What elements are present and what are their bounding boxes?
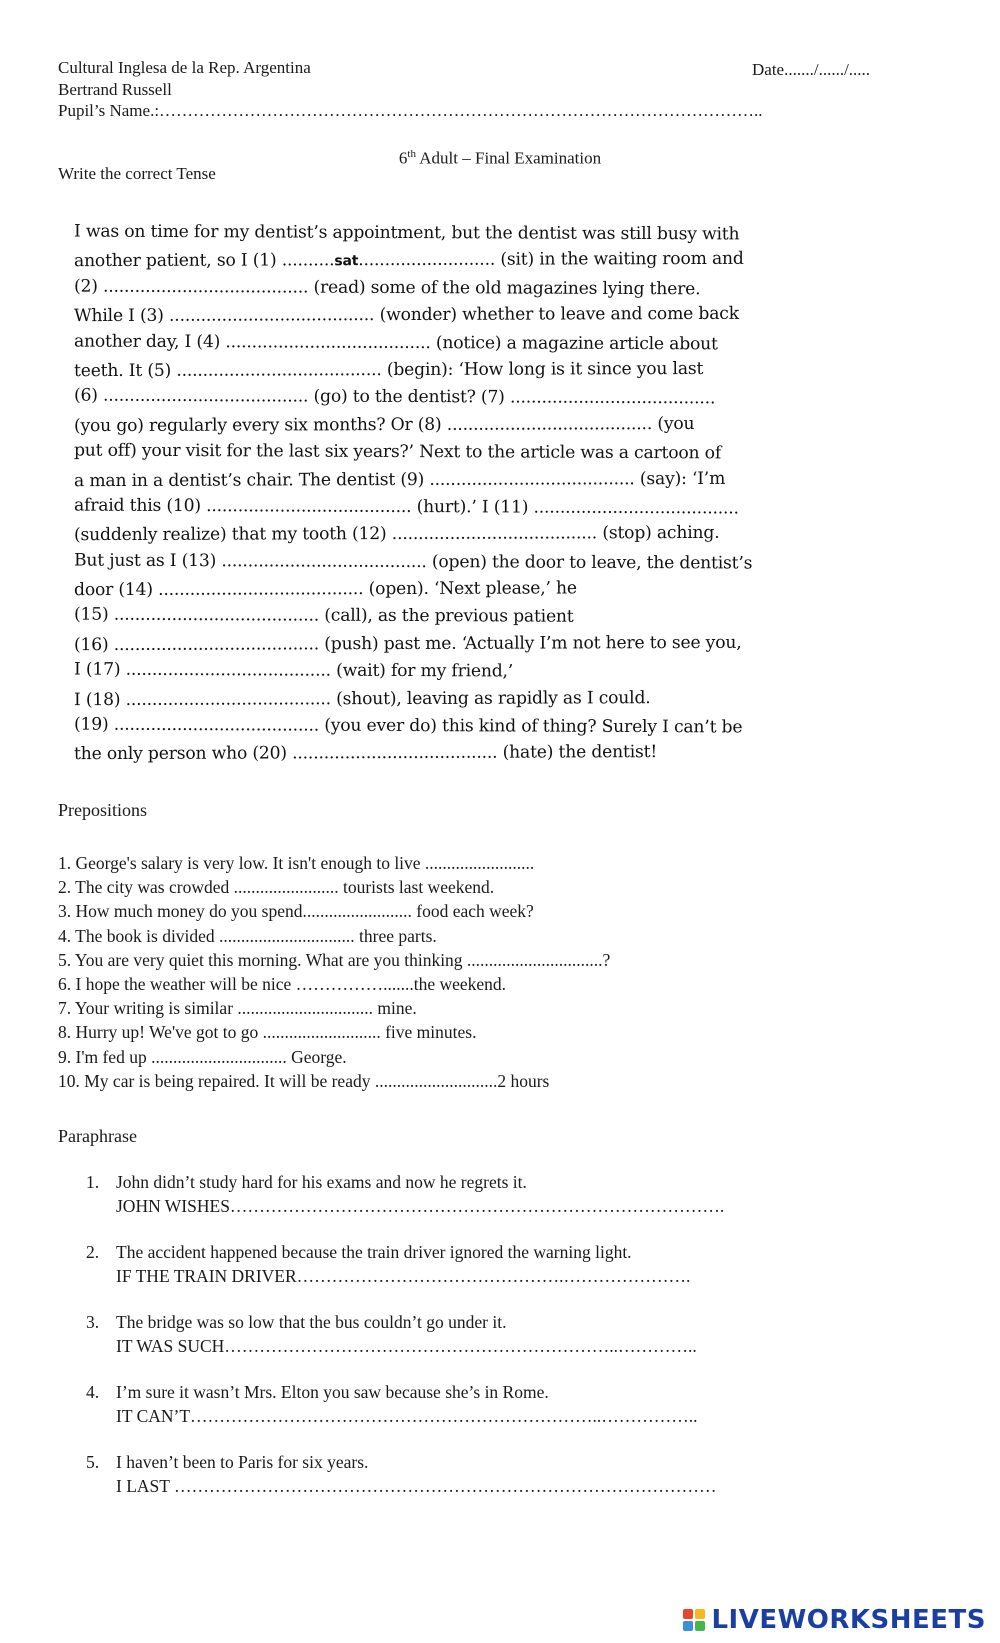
preposition-item: 7. Your writing is similar ............................... mine. bbox=[58, 998, 417, 1019]
pupil-name-field: Pupil’s Name.:…………………………………………………………………………………………….. bbox=[58, 101, 763, 120]
paraphrase-answer-line[interactable]: JOHN WISHES…………………………………………………………………………. bbox=[116, 1196, 725, 1216]
passage-line: afraid this (10) ....................................... (hurt).’ I (11) ....................................... bbox=[73, 495, 739, 519]
passage-line: a man in a dentist’s chair. The dentist (9) ....................................... (say): ‘I’m bbox=[73, 468, 726, 491]
passage-line: another day, I (4) ....................................... (notice) a magazine article about bbox=[73, 331, 718, 354]
paraphrase-answer-line[interactable]: IT CAN’T……………………………………………………………..…………….. bbox=[116, 1406, 698, 1426]
passage-line: (16) ....................................... (push) past me. ‘Actually I’m not here to see you, bbox=[73, 632, 742, 656]
paraphrase-number: 3. bbox=[86, 1312, 100, 1332]
paraphrase-answer-line[interactable]: I LAST ………………………………………………………………………………… bbox=[116, 1476, 717, 1496]
paraphrase-sentence: I haven’t been to Paris for six years. bbox=[116, 1452, 369, 1472]
passage-line: (15) ....................................... (call), as the previous patient bbox=[73, 605, 574, 628]
preposition-item: 3. How much money do you spend......................... food each week? bbox=[58, 901, 534, 922]
passage-line: While I (3) ....................................... (wonder) whether to leave and come back bbox=[73, 304, 739, 327]
paraphrase-sentence: I’m sure it wasn’t Mrs. Elton you saw because she’s in Rome. bbox=[116, 1382, 549, 1402]
paraphrase-number: 2. bbox=[86, 1242, 100, 1262]
passage-line: (suddenly realize) that my tooth (12) ....................................... (stop) aching. bbox=[73, 523, 720, 546]
preposition-item: 8. Hurry up! We've got to go ........................... five minutes. bbox=[58, 1022, 477, 1043]
passage-line: teeth. It (5) ....................................... (begin): ‘How long is it since you last bbox=[73, 358, 704, 382]
paraphrase-number: 1. bbox=[86, 1172, 100, 1192]
paraphrase-title: Paraphrase bbox=[58, 1126, 137, 1146]
preposition-item: 10. My car is being repaired. It will be ready ............................2 hours bbox=[58, 1070, 550, 1091]
prepositions-title: Prepositions bbox=[58, 800, 148, 820]
passage-line: (19) ....................................... (you ever do) this kind of thing? Surely I can’t be bbox=[73, 714, 743, 738]
paraphrase-item bbox=[86, 1240, 690, 1288]
preposition-item: 9. I'm fed up ............................... George. bbox=[58, 1046, 347, 1067]
passage-line: (6) ....................................... (go) to the dentist? (7) ....................................... bbox=[73, 385, 716, 409]
passage-line: I (18) ....................................... (shout), leaving as rapidly as I could. bbox=[73, 687, 651, 710]
paraphrase-sentence: The accident happened because the train driver ignored the warning light. bbox=[116, 1242, 632, 1262]
tense-passage bbox=[73, 220, 753, 768]
preposition-item: 5. You are very quiet this morning. What are you thinking ...............................? bbox=[58, 949, 611, 970]
passage-line: door (14) ....................................... (open). ‘Next please,’ he bbox=[73, 578, 577, 601]
passage-line: But just as I (13) ....................................... (open) the door to leave, the dentist’s bbox=[73, 550, 753, 574]
liveworksheets-logo: LIVEWORKSHEETS bbox=[683, 1605, 986, 1635]
passage-line: (2) ....................................... (read) some of the old magazines lying there. bbox=[73, 276, 701, 300]
preposition-item: 4. The book is divided ............................... three parts. bbox=[58, 925, 437, 946]
filled-answer[interactable]: sat bbox=[334, 253, 359, 270]
passage-line: the only person who (20) ....................................... (hate) the dentist! bbox=[73, 742, 658, 765]
preposition-item: 1. George's salary is very low. It isn't enough to live ......................... bbox=[58, 853, 535, 873]
tense-instruction: Write the correct Tense bbox=[58, 164, 216, 183]
school-name: Cultural Inglesa de la Rep. Argentina bbox=[58, 58, 311, 77]
preposition-item: 2. The city was crowded ........................ tourists last weekend. bbox=[58, 877, 495, 898]
paraphrase-answer-line[interactable]: IF THE TRAIN DRIVER……………………………………….…………………. bbox=[116, 1266, 691, 1286]
paraphrase-item bbox=[86, 1170, 724, 1218]
paraphrase-item bbox=[86, 1380, 698, 1428]
passage-line: I was on time for my dentist’s appointment, but the dentist was still busy with bbox=[73, 221, 740, 245]
passage-line: put off) your visit for the last six years?’ Next to the article was a cartoon of bbox=[73, 440, 722, 464]
passage-line: another patient, so I (1) ..........sat.......................... (sit) in the waiting room and bbox=[73, 249, 744, 272]
paraphrase-sentence: John didn’t study hard for his exams and now he regrets it. bbox=[116, 1172, 527, 1192]
branch-name: Bertrand Russell bbox=[58, 80, 172, 99]
logo-mark-icon bbox=[683, 1609, 705, 1631]
paraphrase-number: 4. bbox=[86, 1382, 100, 1402]
passage-line: (you go) regularly every six months? Or (8) ....................................... (you bbox=[73, 413, 695, 436]
exam-title: 6th Adult – Final Examination bbox=[398, 148, 602, 168]
paraphrase-sentence: The bridge was so low that the bus couldn’t go under it. bbox=[116, 1312, 507, 1332]
date-field: Date......./....../..... bbox=[752, 60, 871, 79]
paraphrase-item bbox=[86, 1450, 717, 1498]
preposition-item: 6. I hope the weather will be nice …………….......the weekend. bbox=[58, 974, 507, 995]
paraphrase-item bbox=[86, 1310, 697, 1358]
paraphrase-answer-line[interactable]: IT WAS SUCH…………………………………………………………..………….. bbox=[116, 1336, 697, 1356]
prepositions-list bbox=[58, 851, 610, 1093]
passage-line: I (17) ....................................... (wait) for my friend,’ bbox=[73, 659, 514, 682]
paraphrase-number: 5. bbox=[86, 1452, 100, 1472]
